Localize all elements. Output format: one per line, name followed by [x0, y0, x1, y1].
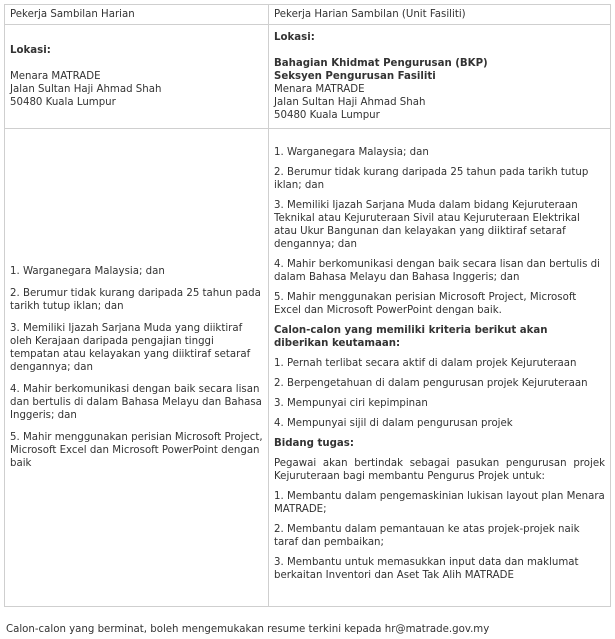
left-location-label: Lokasi: — [10, 45, 51, 56]
right-address-line: Menara MATRADE — [274, 84, 365, 95]
left-requirement: 3. Memiliki Ijazah Sarjana Muda yang diiktiraf oleh Kerajaan daripada pengajian tinggi tempatan atau kelayakan yang diiktiraf setaraf dengannya; dan — [10, 323, 251, 373]
right-address-line: 50480 Kuala Lumpur — [274, 110, 380, 121]
priority-item: 1. Pernah terlibat secara aktif di dalam projek Kejuruteraan — [274, 358, 577, 369]
location-row — [5, 25, 611, 129]
right-division: Bahagian Khidmat Pengurusan (BKP) — [274, 58, 488, 69]
duty-item: 2. Membantu dalam pemantauan ke atas projek-projek naik taraf dan pembaikan; — [274, 524, 580, 548]
right-requirement: 3. Memiliki Ijazah Sarjana Muda dalam bidang Kejuruteraan Teknikal atau Kejuruteraan Sivil atau Kejuruteraan Elektrikal atau Ukur Bangunan dan kelayakan yang diiktiraf setaraf dengannya; dan — [274, 200, 580, 250]
left-requirement: 1. Warganegara Malaysia; dan — [10, 266, 165, 277]
footer-text: Calon-calon yang berminat, boleh mengemukakan resume terkini kepada — [6, 624, 385, 635]
left-address-line: 50480 Kuala Lumpur — [10, 97, 116, 108]
priority-item: 2. Berpengetahuan di dalam pengurusan projek Kejuruteraan — [274, 378, 588, 389]
footer-note — [6, 623, 489, 636]
header-row — [5, 5, 611, 25]
requirements-row — [5, 129, 611, 607]
priority-item: 4. Mempunyai sijil di dalam pengurusan projek — [274, 418, 513, 429]
left-location-cell — [5, 25, 269, 129]
right-requirement: 4. Mahir berkomunikasi dengan baik secara lisan dan bertulis di dalam Bahasa Melayu dan Bahasa Inggeris; dan — [274, 259, 600, 283]
duty-item: 3. Membantu untuk memasukkan input data dan maklumat berkaitan Inventori dan Aset Tak Alih MATRADE — [274, 557, 579, 581]
right-location-cell — [269, 25, 611, 129]
left-address-line: Jalan Sultan Haji Ahmad Shah — [10, 84, 162, 95]
right-section: Seksyen Pengurusan Fasiliti — [274, 71, 436, 82]
duties-intro: Pegawai akan bertindak sebagai pasukan pengurusan projek Kejuruteraan bagi membantu Pengurus Projek untuk: — [274, 458, 605, 482]
col1-header: Pekerja Sambilan Harian — [5, 5, 269, 25]
priority-heading: Calon-calon yang memiliki kriteria berikut akan diberikan keutamaan: — [274, 325, 548, 349]
col2-header: Pekerja Harian Sambilan (Unit Fasiliti) — [269, 5, 611, 25]
duties-heading: Bidang tugas: — [274, 438, 354, 449]
left-requirements-cell — [5, 129, 269, 607]
right-requirement: 5. Mahir menggunakan perisian Microsoft Project, Microsoft Excel dan Microsoft PowerPoint dengan baik. — [274, 292, 577, 316]
left-requirement: 4. Mahir berkomunikasi dengan baik secara lisan dan bertulis di dalam Bahasa Melayu dan Bahasa Inggeris; dan — [10, 384, 262, 421]
left-requirement: 2. Berumur tidak kurang daripada 25 tahun pada tarikh tutup iklan; dan — [10, 288, 261, 312]
right-requirement: 1. Warganegara Malaysia; dan — [274, 147, 429, 158]
left-requirement: 5. Mahir menggunakan perisian Microsoft Project, Microsoft Excel dan Microsoft PowerPoint dengan baik — [10, 432, 263, 469]
priority-item: 3. Mempunyai ciri kepimpinan — [274, 398, 428, 409]
left-address-line: Menara MATRADE — [10, 71, 101, 82]
right-location-label: Lokasi: — [274, 32, 315, 43]
right-requirements-cell — [269, 129, 611, 607]
job-table — [4, 4, 611, 607]
email-link[interactable]: hr@matrade.gov.my — [384, 624, 490, 635]
duty-item: 1. Membantu dalam pengemaskinian lukisan layout plan Menara MATRADE; — [274, 491, 605, 515]
right-address-line: Jalan Sultan Haji Ahmad Shah — [274, 97, 426, 108]
right-requirement: 2. Berumur tidak kurang daripada 25 tahun pada tarikh tutup iklan; dan — [274, 167, 589, 191]
